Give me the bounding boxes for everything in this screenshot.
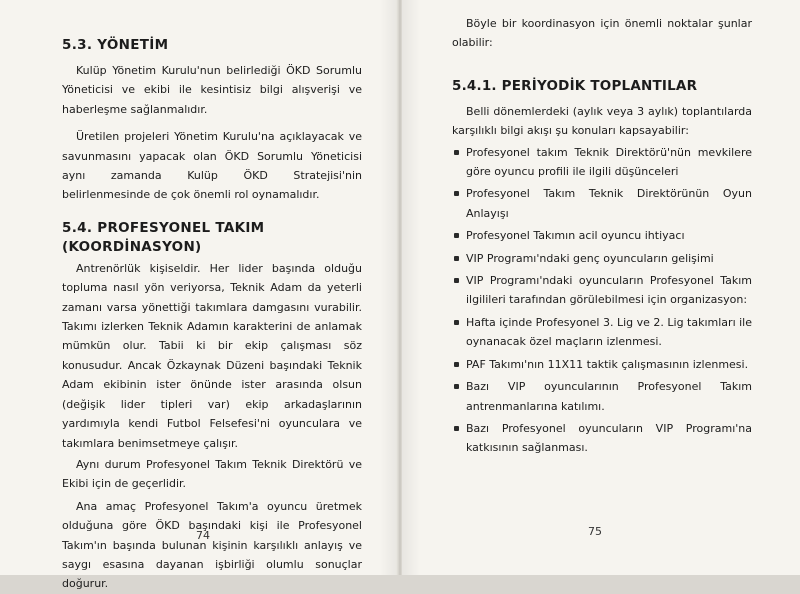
list-item-text: PAF Takımı'nın 11X11 taktik çalışmasının izlenmesi. (466, 357, 749, 371)
list-item (452, 184, 752, 223)
bullet-icon (454, 191, 459, 196)
list-item (452, 313, 752, 352)
page-number: 74 (196, 529, 210, 542)
paragraph: Antrenörlük kişiseldir. Her lider başında olduğu topluma nasıl yön veriyorsa, Teknik Adam da yeterli zamanı varsa yönettiği takımlara damgasını vurabilir. Takımı izlerken Teknik Adamın karakterini de anlamak mümkün olur. Tabii ki bir ekip çalışması söz konusudur. Ancak Özkaynak Düzeni başındaki Teknik Adam ekibinin ister önünde ister arasında olsun (değişik lider tipleri var) ekip arkadaşlarının yardımıyla kendi Futbol Felsefesi'ni oyunculara ve takımlara benimsetmeye çalışır. (62, 261, 362, 450)
section-heading-line: 5.4. PROFESYONEL TAKIM (62, 219, 265, 236)
paragraph: Böyle bir koordinasyon için önemli noktalar şunlar olabilir: (452, 17, 752, 50)
list-item (452, 355, 752, 374)
bullet-icon (454, 233, 459, 238)
list-item-text: Profesyonel takım Teknik Direktörü'nün mevkilere göre oyuncu profili ile ilgili düşünceleri (466, 145, 752, 179)
section-heading-5-4 (62, 219, 362, 257)
bullet-icon (454, 362, 459, 367)
left-page (0, 0, 398, 591)
bullet-list (452, 143, 752, 458)
paragraph: Ana amaç Profesyonel Takım'a oyuncu üretmek olduğuna göre ÖKD başındaki kişi ile Profesyonel Takım'ın başında bulunan kişinin karşılıklı anlayış ve saygı esasına dayanan işbirliği olumlu sonuçlar doğurur. (62, 499, 362, 591)
right-page-content (452, 14, 752, 461)
paragraph: Kulüp Yönetim Kurulu'nun belirlediği ÖKD Sorumlu Yöneticisi ve ekibi ile kesintisiz bilgi alışverişi ve haberleşme sağlanmalıdır. (62, 64, 362, 116)
bullet-icon (454, 256, 459, 261)
list-item (452, 143, 752, 182)
list-item (452, 271, 752, 310)
paragraph: Belli dönemlerdeki (aylık veya 3 aylık) toplantılarda karşılıklı bilgi akışı şu konuları kapsayabilir: (452, 104, 752, 138)
bullet-icon (454, 320, 459, 325)
paragraph: Aynı durum Profesyonel Takım Teknik Direktörü ve Ekibi için de geçerlidir. (62, 457, 362, 491)
bullet-icon (454, 384, 459, 389)
list-item-text: Bazı Profesyonel oyuncuların VIP Programı'na katkısının sağlanması. (466, 421, 752, 455)
left-page-content (62, 30, 362, 594)
list-item-text: Profesyonel Takım Teknik Direktörünün Oyun Anlayışı (466, 187, 752, 220)
section-heading-5-3: 5.3. YÖNETİM (62, 37, 169, 53)
list-item (452, 249, 752, 268)
list-item-text: Profesyonel Takımın acil oyuncu ihtiyacı (466, 229, 685, 243)
bullet-icon (454, 150, 459, 155)
list-item (452, 226, 752, 245)
paragraph: Üretilen projeleri Yönetim Kurulu'na açıklayacak ve savunmasını yapacak olan ÖKD Sorumlu Yöneticisi aynı zamanda Kulüp ÖKD Stratejisi'nin belirlenmesinde de çok önemli rol oynamalıdır. (62, 130, 362, 202)
subsection-heading-5-4-1: 5.4.1. PERİYODİK TOPLANTILAR (452, 77, 698, 94)
list-item (452, 377, 752, 416)
list-item-text: Hafta içinde Profesyonel 3. Lig ve 2. Lig takımları ile oynanacak özel maçların izlenmesi. (466, 315, 753, 349)
list-item-text: Bazı VIP oyuncularının Profesyonel Takım antrenmanlarına katılımı. (466, 380, 752, 413)
bullet-icon (454, 426, 459, 431)
bullet-icon (454, 278, 459, 283)
right-page (402, 0, 800, 575)
list-item-text: VIP Programı'ndaki genç oyuncuların gelişimi (466, 251, 714, 265)
page-number: 75 (588, 525, 602, 538)
list-item (452, 419, 752, 458)
section-heading-line: (KOORDİNASYON) (62, 238, 202, 255)
list-item-text: VIP Programı'ndaki oyuncuların Profesyonel Takım ilgilileri tarafından görülebilmesi için organizasyon: (466, 274, 752, 307)
